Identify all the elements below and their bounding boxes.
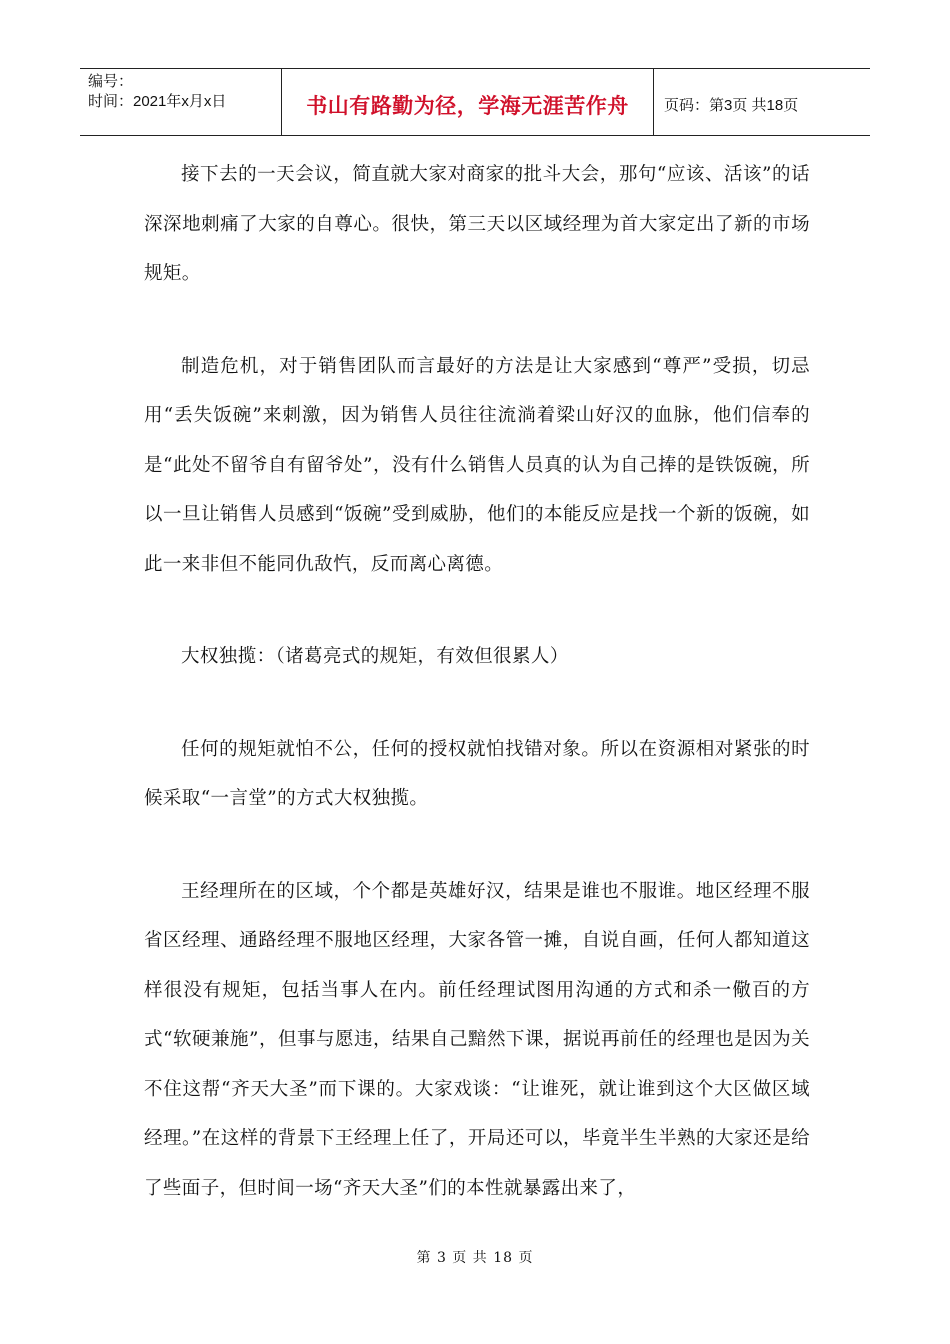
paragraph: 王经理所在的区域，个个都是英雄好汉，结果是谁也不服谁。地区经理不服省区经理、通路经理不服地区经理，大家各管一摊，自说自画，任何人都知道这样很没有规矩，包括当事人在内。前任经理试图用沟通的方式和杀一儆百的方式“软硬兼施”，但事与愿违，结果自己黯然下课，据说再前任的经理也是因为关不住这帮“齐天大圣”而下课的。大家戏谈：“让谁死，就让谁到这个大区做区域经理。”在这样的背景下王经理上任了，开局还可以，毕竟半生半熟的大家还是给了些面子，但时间一场“齐天大圣”们的本性就暴露出来了，: [144, 880, 810, 1199]
motto-text: 书山有路勤为径，学海无涯苦作舟: [306, 94, 629, 118]
document-header: [80, 68, 870, 136]
paragraph-gap: [144, 299, 810, 342]
page-footer: [0, 1247, 950, 1267]
header-meta-cell: [80, 69, 282, 135]
paragraph-gap: [144, 682, 810, 725]
paragraph-gap: [144, 824, 810, 867]
paragraph: 制造危机，对于销售团队而言最好的方法是让大家感到“尊严”受损，切忌用“丢失饭碗”来刺激，因为销售人员往往流淌着梁山好汉的血脉，他们信奉的是“此处不留爷自有留爷处”，没有什么销售人员真的认为自己捧的是铁饭碗，所以一旦让销售人员感到“饭碗”受到威胁，他们的本能反应是找一个新的饭碗，如此一来非但不能同仇敌忾，反而离心离德。: [144, 355, 810, 575]
section-heading: 大权独揽：（诸葛亮式的规矩，有效但很累人）: [181, 646, 569, 667]
footer-page-number: 第 3 页 共 18 页: [416, 1250, 534, 1266]
paragraph: 接下去的一天会议，简直就大家对商家的批斗大会，那句“应该、活该”的话深深地刺痛了大家的自尊心。很快，第三天以区域经理为首大家定出了新的市场规矩。: [144, 164, 810, 284]
page-info: 页码：第3页 共18页: [664, 96, 799, 114]
number-label: 编号：: [88, 73, 134, 90]
header-page-cell: [654, 69, 870, 135]
paragraph-gap: [144, 589, 810, 632]
paragraph: 任何的规矩就怕不公，任何的授权就怕找错对象。所以在资源相对紧张的时候采取“一言堂”的方式大权独揽。: [144, 738, 810, 809]
time-label: 时间：2021年x月x日: [88, 93, 227, 110]
document-body: [144, 150, 810, 1213]
header-motto-cell: [282, 69, 654, 135]
